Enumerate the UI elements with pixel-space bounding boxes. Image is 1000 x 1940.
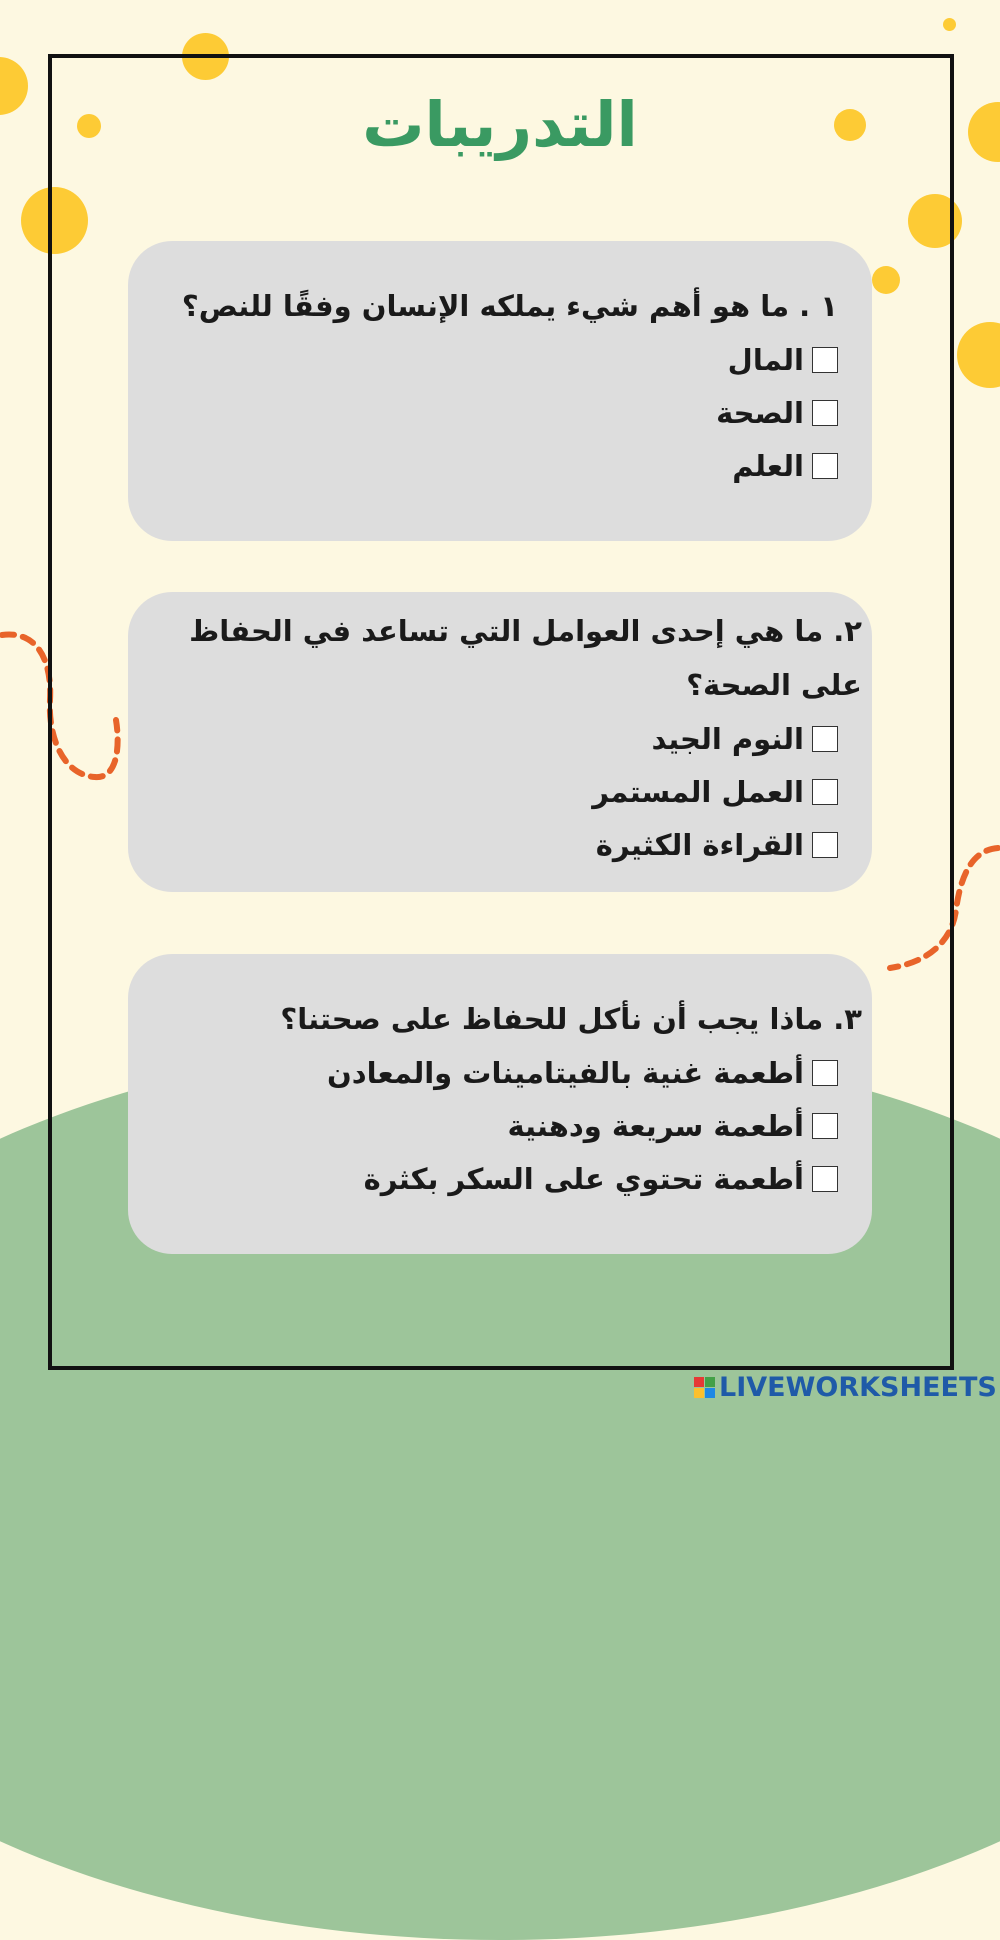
checkbox[interactable] [812, 726, 838, 752]
checkbox[interactable] [812, 347, 838, 373]
option-label: النوم الجيد [651, 721, 804, 756]
option-item[interactable] [154, 1099, 862, 1152]
option-item[interactable] [154, 765, 862, 818]
option-label: المال [727, 342, 804, 377]
option-item[interactable] [154, 386, 838, 439]
option-label: أطعمة غنية بالفيتامينات والمعادن [327, 1055, 804, 1090]
checkbox[interactable] [812, 1113, 838, 1139]
page-title: التدريبات [362, 88, 638, 161]
option-item[interactable] [154, 712, 862, 765]
brand-name: LIVEWORKSHEETS [719, 1372, 997, 1403]
option-label: الصحة [716, 395, 804, 430]
option-label: العمل المستمر [592, 774, 804, 809]
question-card-1 [128, 241, 872, 541]
question-text: ١ . ما هو أهم شيء يملكه الإنسان وفقًا للنص؟ [181, 289, 838, 323]
checkbox[interactable] [812, 400, 838, 426]
question-card-2 [128, 592, 872, 892]
option-label: العلم [732, 448, 804, 483]
option-label: القراءة الكثيرة [595, 827, 804, 862]
question-text: ٣. ماذا يجب أن نأكل للحفاظ على صحتنا؟ [280, 1002, 862, 1036]
yellow-dot-decoration [943, 18, 956, 31]
yellow-dot-decoration [957, 322, 1000, 388]
checkbox[interactable] [812, 1060, 838, 1086]
option-label: أطعمة سريعة ودهنية [507, 1108, 804, 1143]
question-text: ٢. ما هي إحدى العوامل التي تساعد في الحفاظ على الصحة؟ [189, 614, 862, 702]
logo-mark-icon [694, 1377, 715, 1398]
option-item[interactable] [154, 818, 862, 871]
option-item[interactable] [154, 1152, 862, 1205]
checkbox[interactable] [812, 832, 838, 858]
question-card-3 [128, 954, 872, 1254]
liveworksheets-logo [694, 1372, 997, 1403]
checkbox[interactable] [812, 1166, 838, 1192]
option-label: أطعمة تحتوي على السكر بكثرة [363, 1161, 804, 1196]
option-item[interactable] [154, 333, 838, 386]
checkbox[interactable] [812, 779, 838, 805]
option-item[interactable] [154, 439, 838, 492]
checkbox[interactable] [812, 453, 838, 479]
option-item[interactable] [154, 1046, 862, 1099]
